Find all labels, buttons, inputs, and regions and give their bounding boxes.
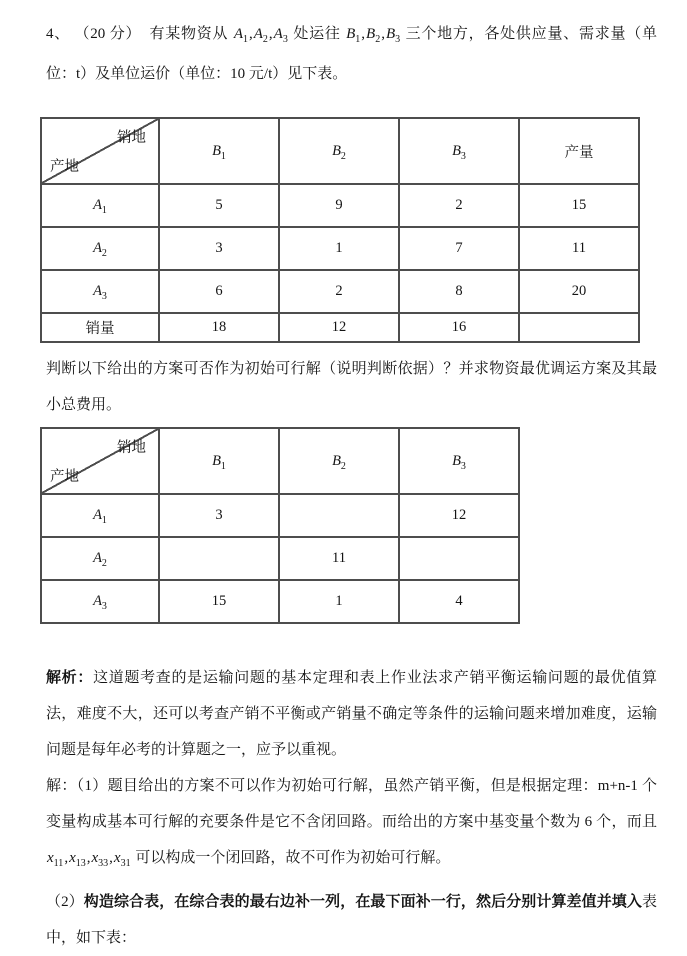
table-row bbox=[41, 580, 519, 623]
corner-label-origin: 产地 bbox=[50, 159, 79, 175]
corner-cell bbox=[41, 428, 159, 494]
column-header-b3 bbox=[399, 118, 519, 184]
text-segment: , bbox=[361, 26, 366, 42]
table-cell: 7 bbox=[399, 227, 519, 270]
math-symbol: $B_2$ bbox=[332, 452, 346, 472]
table-cell: 12 bbox=[279, 313, 399, 342]
table-cell bbox=[399, 537, 519, 580]
text-segment: , bbox=[381, 26, 385, 42]
math-symbol: $A_3$ bbox=[93, 593, 107, 612]
row-label-a3 bbox=[41, 580, 159, 623]
table-cell bbox=[519, 313, 639, 342]
math-symbol: $A_2$ bbox=[253, 26, 268, 45]
text-segment: , bbox=[64, 850, 69, 866]
corner-cell bbox=[41, 118, 159, 184]
table-row-sales bbox=[41, 313, 639, 342]
column-header-b3 bbox=[399, 428, 519, 494]
text-segment: 这道题考查的是运输问题的基本定理和表上作业法求产销平衡运输问题的最优值算法，难度不大，还可以考查产销不平衡或产销量不确定等条件的运输问题来增加难度，运输问题是每年必考的计算题之一，应予以重视。 bbox=[46, 670, 657, 758]
table-cell: 11 bbox=[519, 227, 639, 270]
text-segment: 表中，如下表： bbox=[46, 894, 657, 946]
math-symbol: $x_{13}$ bbox=[69, 850, 86, 869]
table-cell: 2 bbox=[279, 270, 399, 313]
table-header-row bbox=[41, 118, 639, 184]
corner-label-origin: 产地 bbox=[50, 469, 79, 485]
column-header-b1 bbox=[159, 428, 279, 494]
problem-statement bbox=[46, 14, 657, 94]
table-cell: 16 bbox=[399, 313, 519, 342]
math-symbol: $B_2$ bbox=[366, 26, 381, 45]
analysis-paragraph bbox=[46, 660, 657, 768]
table-cell: 4 bbox=[399, 580, 519, 623]
row-label-a3 bbox=[41, 270, 159, 313]
row-label-sales bbox=[41, 313, 159, 342]
text-segment: 三个地方，各处供应量、需求量（单位：t）及单位运价（单位：10 元/t）见下表。 bbox=[46, 26, 657, 82]
bold-text-segment: 构造综合表，在综合表的最右边补一列，在最下面补一行，然后分别计算差值并填入 bbox=[83, 894, 642, 910]
table-cell: 1 bbox=[279, 227, 399, 270]
math-symbol: $B_3$ bbox=[452, 142, 466, 162]
math-symbol: $A_2$ bbox=[93, 240, 107, 259]
table-row bbox=[41, 270, 639, 313]
table-cell: 20 bbox=[519, 270, 639, 313]
text-segment: , bbox=[86, 850, 91, 866]
table-row bbox=[41, 227, 639, 270]
solution-step1-paragraph bbox=[46, 768, 657, 876]
row-label-a2 bbox=[41, 537, 159, 580]
column-header-b2 bbox=[279, 428, 399, 494]
text-segment: 可以构成一个闭回路，故不可作为初始可行解。 bbox=[131, 850, 451, 866]
table-cell: 6 bbox=[159, 270, 279, 313]
text-segment: 解：（1）题目给出的方案不可以作为初始可行解，虽然产销平衡，但是根据定理：m+n-1 个变量构成基本可行解的充要条件是它不含闭回路。而给出的方案中基变量个数为 6 个，而且 bbox=[46, 778, 657, 830]
question-paragraph: 判断以下给出的方案可否作为初始可行解（说明判断依据）？并求物资最优调运方案及其最小总费用。 bbox=[46, 361, 657, 413]
column-header-b1 bbox=[159, 118, 279, 184]
table-cell: 12 bbox=[399, 494, 519, 537]
table-cell bbox=[279, 494, 399, 537]
text-segment: 4、 （20 分） 有某物资从 bbox=[46, 26, 233, 42]
table-cell: 15 bbox=[159, 580, 279, 623]
table-cell: 18 bbox=[159, 313, 279, 342]
math-symbol: $B_3$ bbox=[385, 26, 401, 45]
table-header-row bbox=[41, 428, 519, 494]
math-symbol: $B_1$ bbox=[346, 26, 361, 45]
corner-label-destination: 销地 bbox=[117, 440, 146, 456]
table-row bbox=[41, 184, 639, 227]
proposed-plan-table bbox=[40, 427, 520, 624]
table-cell bbox=[159, 537, 279, 580]
math-symbol: $B_1$ bbox=[212, 452, 226, 472]
math-symbol: $A_1$ bbox=[93, 197, 107, 216]
table-cell: 8 bbox=[399, 270, 519, 313]
supply-demand-cost-table bbox=[40, 117, 640, 343]
column-header-output bbox=[519, 118, 639, 184]
text-segment: （2） bbox=[46, 894, 84, 910]
table-cell: 2 bbox=[399, 184, 519, 227]
table-cell: 9 bbox=[279, 184, 399, 227]
table-cell: 3 bbox=[159, 227, 279, 270]
table-cell: 15 bbox=[519, 184, 639, 227]
table-row bbox=[41, 494, 519, 537]
math-symbol: $B_2$ bbox=[332, 142, 346, 162]
bold-text-segment: 解析： bbox=[46, 670, 94, 686]
table-cell: 5 bbox=[159, 184, 279, 227]
math-symbol: $A_2$ bbox=[93, 550, 107, 569]
text-segment: 处运往 bbox=[288, 26, 346, 42]
text-segment: , bbox=[249, 26, 253, 42]
row-label-a2 bbox=[41, 227, 159, 270]
math-symbol: $x_{11}$ bbox=[47, 850, 64, 869]
row-label-a1 bbox=[41, 184, 159, 227]
text-segment: 销量 bbox=[85, 321, 115, 337]
math-symbol: $x_{31}$ bbox=[113, 850, 131, 869]
math-symbol: $A_1$ bbox=[233, 26, 248, 45]
math-symbol: $x_{33}$ bbox=[91, 850, 109, 869]
text-segment: 产量 bbox=[564, 144, 594, 161]
table-cell: 11 bbox=[279, 537, 399, 580]
math-symbol: $A_1$ bbox=[93, 507, 107, 526]
row-label-a1 bbox=[41, 494, 159, 537]
table-row bbox=[41, 537, 519, 580]
math-symbol: $B_3$ bbox=[452, 452, 466, 472]
math-symbol: $B_1$ bbox=[212, 142, 226, 162]
solution-step2-paragraph bbox=[46, 884, 657, 956]
column-header-b2 bbox=[279, 118, 399, 184]
text-segment: , bbox=[268, 26, 273, 42]
text-segment: , bbox=[109, 850, 113, 866]
table-cell: 3 bbox=[159, 494, 279, 537]
math-symbol: $A_3$ bbox=[93, 283, 107, 302]
corner-label-destination: 销地 bbox=[117, 130, 146, 146]
math-symbol: $A_3$ bbox=[273, 26, 288, 45]
table-cell: 1 bbox=[279, 580, 399, 623]
